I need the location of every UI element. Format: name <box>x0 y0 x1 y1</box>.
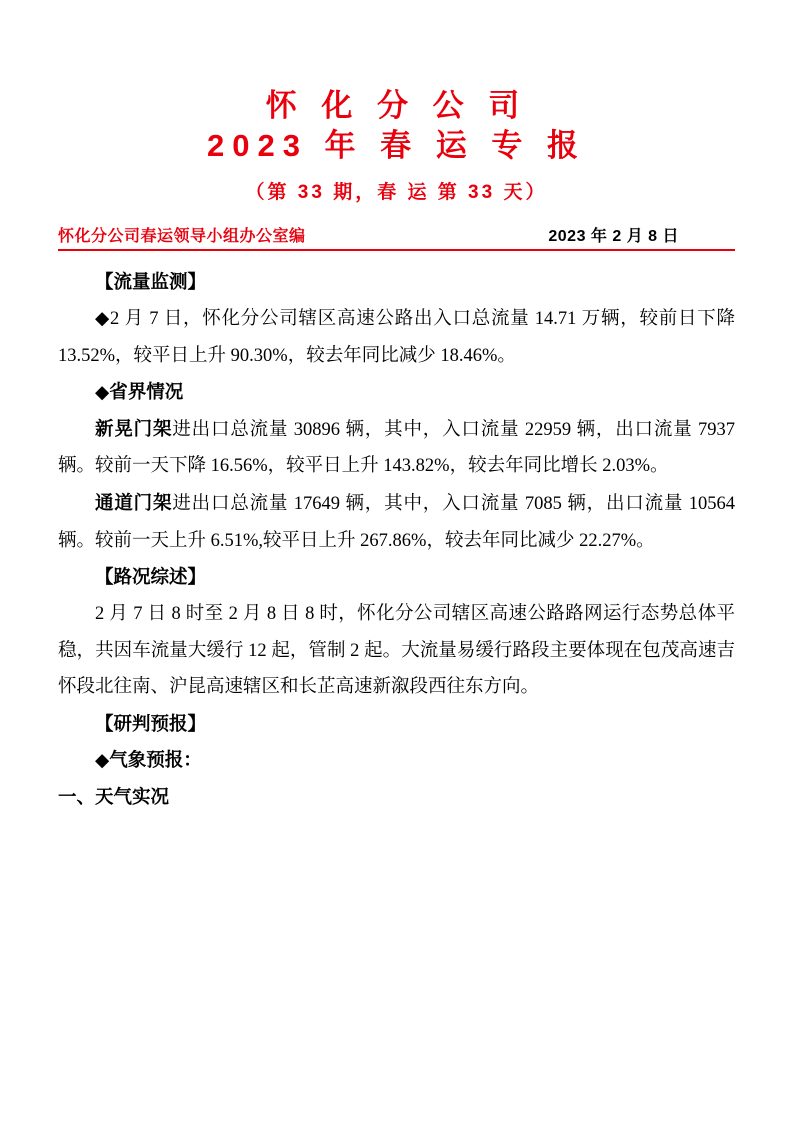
section-heading-road-summary: 【路况综述】 <box>95 566 207 588</box>
gate-name-tongdao: 通道门架 <box>95 492 173 514</box>
section-heading-provincial-border: ◆省界情况 <box>95 381 184 403</box>
section-heading-weather-actual: 一、天气实况 <box>58 786 170 808</box>
gate-text-tongdao: 进出口总流量 17649 辆，其中，入口流量 7085 辆，出口流量 10564 辆。较前一天上升 6.51%,较平日上升 267.86%，较去年同比减少 22.27%。 <box>58 494 735 551</box>
masthead-title-line-1: 怀 化 分 公 司 <box>265 88 528 123</box>
section-heading-traffic-monitor: 【流量监测】 <box>95 271 207 293</box>
masthead-subtitle: （第 33 期，春 运 第 33 天） <box>245 182 548 204</box>
paragraph-gate-xinhuang <box>58 411 735 485</box>
masthead <box>58 0 735 204</box>
section-heading-weather-forecast: ◆气象预报： <box>95 749 202 771</box>
document-body <box>58 264 735 815</box>
paragraph-traffic-monitor: ◆2 月 7 日，怀化分公司辖区高速公路出入口总流量 14.71 万辆，较前日下降 13.52%，较平日上升 90.30%，较去年同比减少 18.46%。 <box>58 308 735 366</box>
gate-text-xinhuang: 进出口总流量 30896 辆，其中，入口流量 22959 辆，出口流量 7937 辆。较前一天下降 16.56%，较平日上升 143.82%，较去年同比增长 2.03%。 <box>58 419 735 477</box>
byline <box>58 223 735 251</box>
paragraph-road-summary: 2 月 7 日 8 时至 2 月 8 日 8 时，怀化分公司辖区高速公路路网运行态势总体平稳，共因车流量大缓行 12 起，管制 2 起。大流量易缓行路段主要体现在包茂高速吉怀段北往南、沪昆高速辖区和长芷高速新溆段西往东方向。 <box>58 603 735 698</box>
paragraph-gate-tongdao <box>58 485 735 559</box>
section-heading-forecast: 【研判预报】 <box>95 712 207 734</box>
byline-issuer: 怀化分公司春运领导小组办公室编 <box>58 228 306 246</box>
byline-date: 2023 年 2 月 8 日 <box>548 228 679 246</box>
gate-name-xinhuang: 新晃门架 <box>95 417 173 439</box>
masthead-title-line-2: 2023 年 春 运 专 报 <box>206 127 587 163</box>
